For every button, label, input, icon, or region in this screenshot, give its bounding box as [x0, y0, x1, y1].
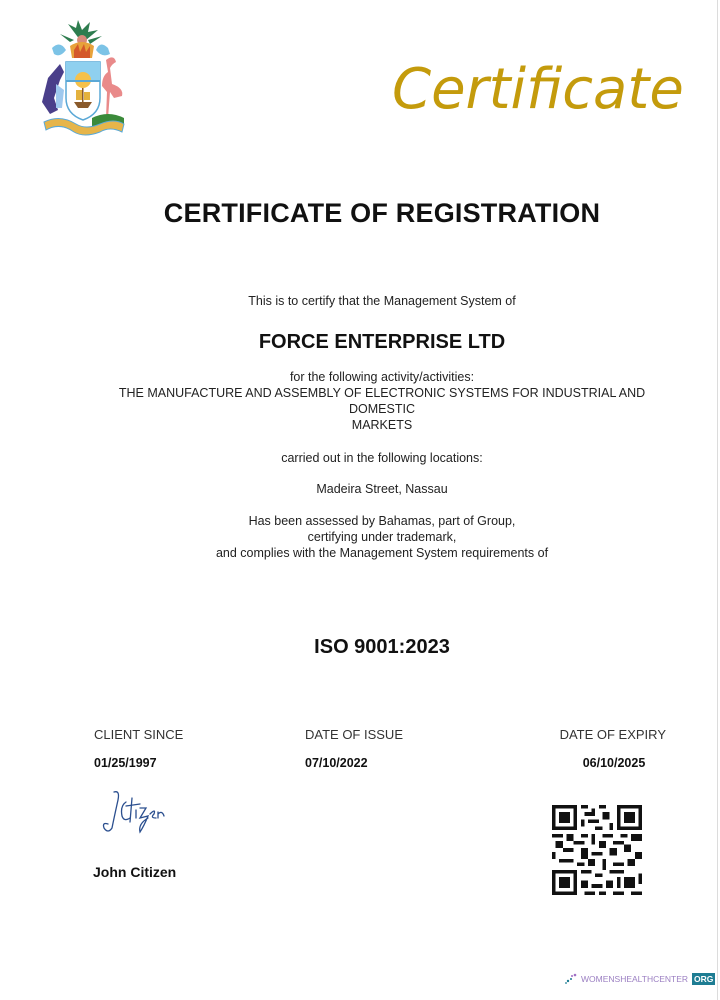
watermark-org-badge: ORG [694, 974, 714, 984]
iso-standard: ISO 9001:2023 [314, 636, 450, 658]
activity-line: THE MANUFACTURE AND ASSEMBLY OF ELECTRONIC SYSTEMS FOR INDUSTRIAL AND [118, 386, 646, 400]
signatory-name: John Citizen [93, 864, 177, 880]
client-since-label: CLIENT SINCE [94, 727, 184, 742]
dots-logo-icon [565, 972, 579, 986]
client-since-value: 01/25/1997 [94, 756, 157, 770]
date-of-issue-value: 07/10/2022 [305, 756, 368, 770]
coat-of-arms-icon [30, 18, 130, 140]
assessment-line: certifying under trademark, [307, 530, 457, 544]
assessment-statement [0, 513, 720, 561]
location-address: Madeira Street, Nassau [316, 482, 448, 496]
company-name: FORCE ENTERPRISE LTD [258, 331, 506, 353]
signature-icon [100, 788, 180, 836]
activity-block [0, 369, 720, 433]
assessment-line: Has been assessed by Bahamas, part of Group, [248, 514, 516, 528]
watermark-logo[interactable] [565, 972, 715, 986]
date-of-expiry-value: 06/10/2025 [582, 756, 646, 770]
activity-line: DOMESTIC [349, 402, 415, 416]
activity-label: for the following activity/activities: [289, 370, 475, 384]
qr-code-icon[interactable] [552, 805, 642, 895]
date-of-issue-column [305, 727, 403, 770]
date-of-expiry-column [554, 727, 666, 770]
date-of-issue-label: DATE OF ISSUE [305, 727, 403, 742]
certificate-script-title: Certificate [392, 57, 684, 122]
date-of-expiry-label: DATE OF EXPIRY [559, 727, 666, 742]
watermark-text: WOMENSHEALTHCENTER [581, 974, 689, 984]
document-title: CERTIFICATE OF REGISTRATION [163, 198, 601, 228]
locations-label: carried out in the following locations: [281, 451, 483, 465]
activity-line: MARKETS [351, 418, 413, 432]
page-edge-divider [717, 0, 718, 1000]
certification-intro: This is to certify that the Management System of [248, 294, 516, 308]
assessment-line: and complies with the Management System requirements of [215, 546, 549, 560]
client-since-column [94, 727, 183, 770]
